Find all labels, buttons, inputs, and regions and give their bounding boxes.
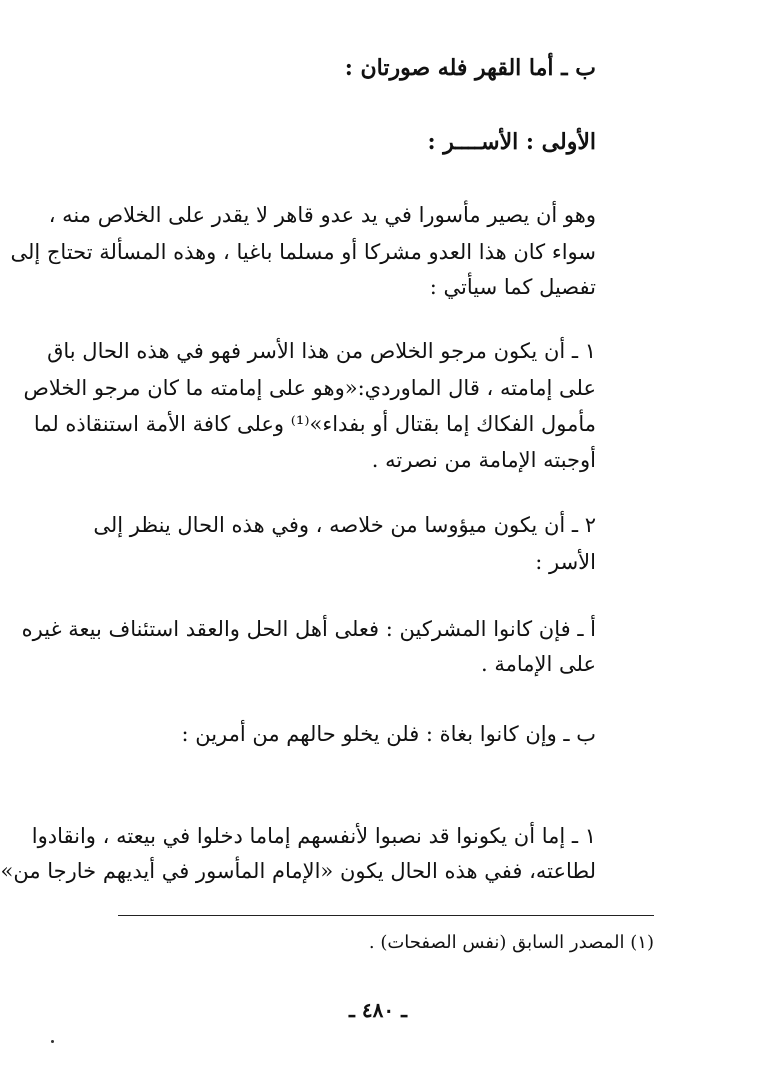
paragraph-line: مأمول الفكاك إما بقتال أو بفداء»⁽¹⁾ وعلى كافة الأمة استنقاذه لما [33,412,596,436]
page-number: ـ ٤٨٠ ـ [349,998,407,1022]
paragraph-line: أوجبته الإمامة من نصرته . [371,448,596,472]
footnote-divider [118,915,654,916]
paragraph-line: ١ ـ إما أن يكونوا قد نصبوا لأنفسهم إماما دخلوا في بيعته ، وانقادوا [31,824,596,848]
paragraph-line: ب ـ وإن كانوا بغاة : فلن يخلو حالهم من أمرين : [181,722,596,746]
paragraph-line: وهو أن يصير مأسورا في يد عدو قاهر لا يقدر على الخلاص منه ، [48,203,596,227]
paragraph-line: على إمامته ، قال الماوردي:«وهو على إمامته ما كان مرجو الخلاص [23,376,596,400]
paragraph-line: الأسر : [535,550,596,574]
section-heading-b: ب ـ أما القهر فله صورتان : [344,55,596,81]
paragraph-line: تفصيل كما سيأتي : [429,275,596,299]
subsection-heading-captivity: الأولى : الأســــر : [427,129,596,155]
footnote: (١) المصدر السابق (نفس الصفحات) . [368,932,654,953]
paragraph-line: ١ ـ أن يكون مرجو الخلاص من هذا الأسر فهو في هذه الحال باق [47,339,596,363]
paragraph-line: لطاعته، ففي هذه الحال يكون «الإمام المأسور في أيديهم خارجا من» [0,859,596,883]
paragraph-line: أ ـ فإن كانوا المشركين : فعلى أهل الحل والعقد استئناف بيعة غيره [21,617,596,641]
paragraph-line: على الإمامة . [481,652,596,676]
paragraph-line: ٢ ـ أن يكون ميؤوسا من خلاصه ، وفي هذه الحال ينظر إلى [93,513,596,537]
scan-speck [51,1040,54,1043]
paragraph-line: سواء كان هذا العدو مشركا أو مسلما باغيا ، وهذه المسألة تحتاج إلى [10,240,596,264]
